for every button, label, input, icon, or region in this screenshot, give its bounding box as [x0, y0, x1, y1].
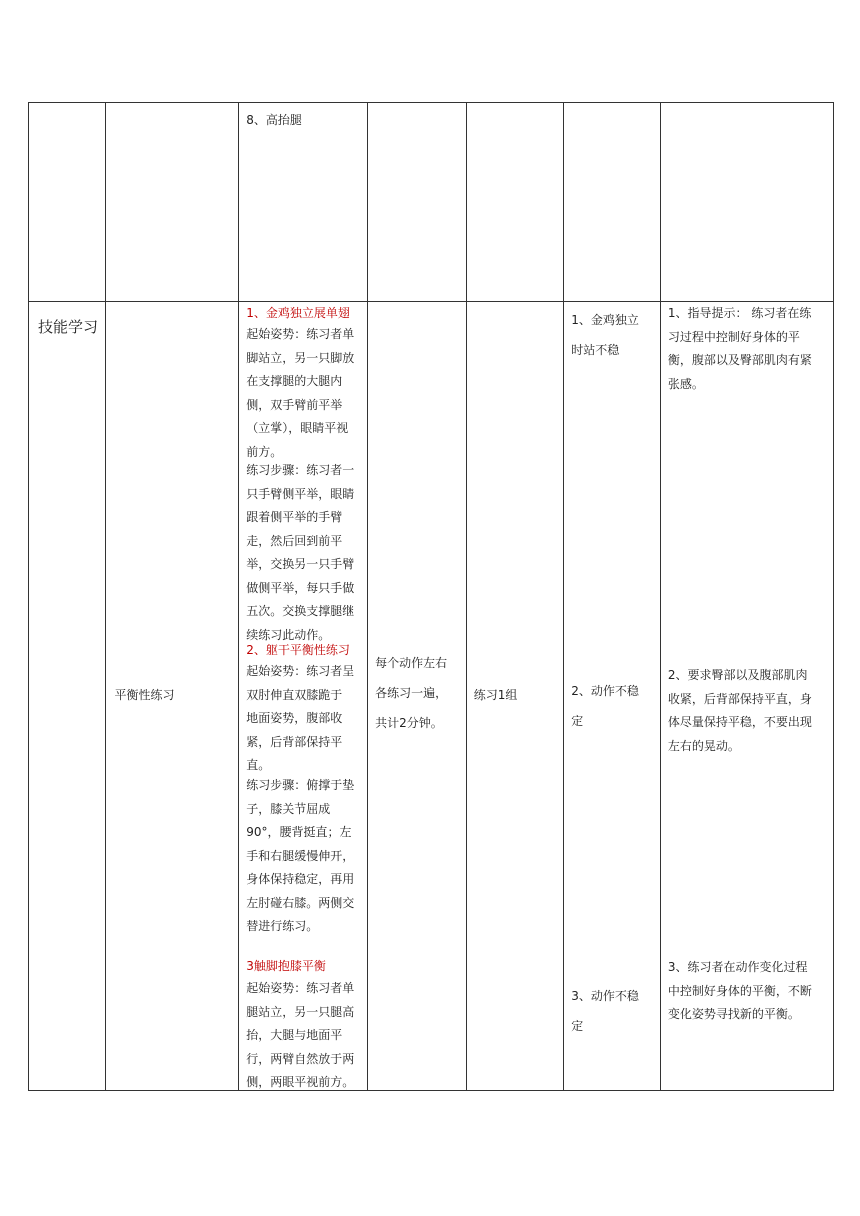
exercise-3-start: 起始姿势：练习者单 腿站立，另一只腿高 抬，大腿与地面平 行，两臂自然放于两 侧，两眼平视前方。 — [246, 981, 355, 1089]
tips-cell — [660, 302, 833, 1091]
tip-3: 3、练习者在动作变化过程 中控制好身体的平衡，不断 变化姿势寻找新的平衡。 — [667, 960, 812, 1021]
content-title: 平衡性练习 — [114, 688, 175, 702]
error-2: 2、动作不稳 定 — [571, 684, 639, 728]
errors-cell — [564, 302, 661, 1091]
exercise-2-start: 起始姿势：练习者呈 双肘伸直双膝跪于 地面姿势，腹部收 紧，后背部保持平 直。 — [246, 664, 355, 772]
exercise-2-title: 2、躯干平衡性练习 — [246, 643, 350, 657]
content-cell — [106, 302, 239, 1091]
time-cell — [368, 103, 467, 302]
practice-sets: 练习1组 — [473, 688, 518, 702]
item-high-knee: 8、高抬腿 — [246, 113, 302, 127]
exercise-1-steps: 练习步骤：练习者一 只手臂侧平举，眼睛 跟着侧平举的手臂 走，然后回到前平 举，交换另一只手臂 做侧平举，每只手做 五次。交换支撑腿继 续练习此动作。 — [246, 463, 355, 642]
exercise-1-start: 起始姿势：练习者单 脚站立，另一只脚放 在支撑腿的大腿内 侧，双手臂前平举 （立掌），眼睛平视 前方。 — [246, 327, 355, 459]
exercise-2-steps: 练习步骤：俯撑于垫 子，膝关节屈成 90°，腰背挺直；左 手和右腿缓慢伸开， 身体保持稳定，再用 左肘碰右膝。两侧交 替进行练习。 — [246, 778, 355, 933]
exercise-1-title: 1、金鸡独立展单翅 — [246, 306, 350, 320]
tip-1: 1、指导提示： 练习者在练 习过程中控制好身体的平 衡，腹部以及臀部肌肉有紧 张感。 — [667, 306, 812, 391]
section-cell — [29, 103, 106, 302]
error-3: 3、动作不稳 定 — [571, 989, 639, 1033]
error-1: 1、金鸡独立 时站不稳 — [571, 313, 639, 357]
section-cell — [29, 302, 106, 1091]
table-row — [29, 302, 834, 1091]
lesson-plan-table — [28, 102, 834, 1091]
method-cell — [239, 103, 368, 302]
sets-cell — [466, 302, 564, 1091]
tip-2: 2、要求臀部以及腹部肌肉 收紧，后背部保持平直，身 体尽量保持平稳，不要出现 左右的晃动。 — [667, 668, 812, 753]
exercise-3-title: 3触脚抱膝平衡 — [246, 959, 326, 973]
table-row — [29, 103, 834, 302]
sets-cell — [466, 103, 564, 302]
practice-time: 每个动作左右 各练习一遍， 共计2分钟。 — [375, 656, 448, 730]
time-cell — [368, 302, 467, 1091]
errors-cell — [564, 103, 661, 302]
content-cell — [106, 103, 239, 302]
section-title: 技能学习 — [38, 318, 99, 336]
tips-cell — [660, 103, 833, 302]
method-cell — [239, 302, 368, 1091]
